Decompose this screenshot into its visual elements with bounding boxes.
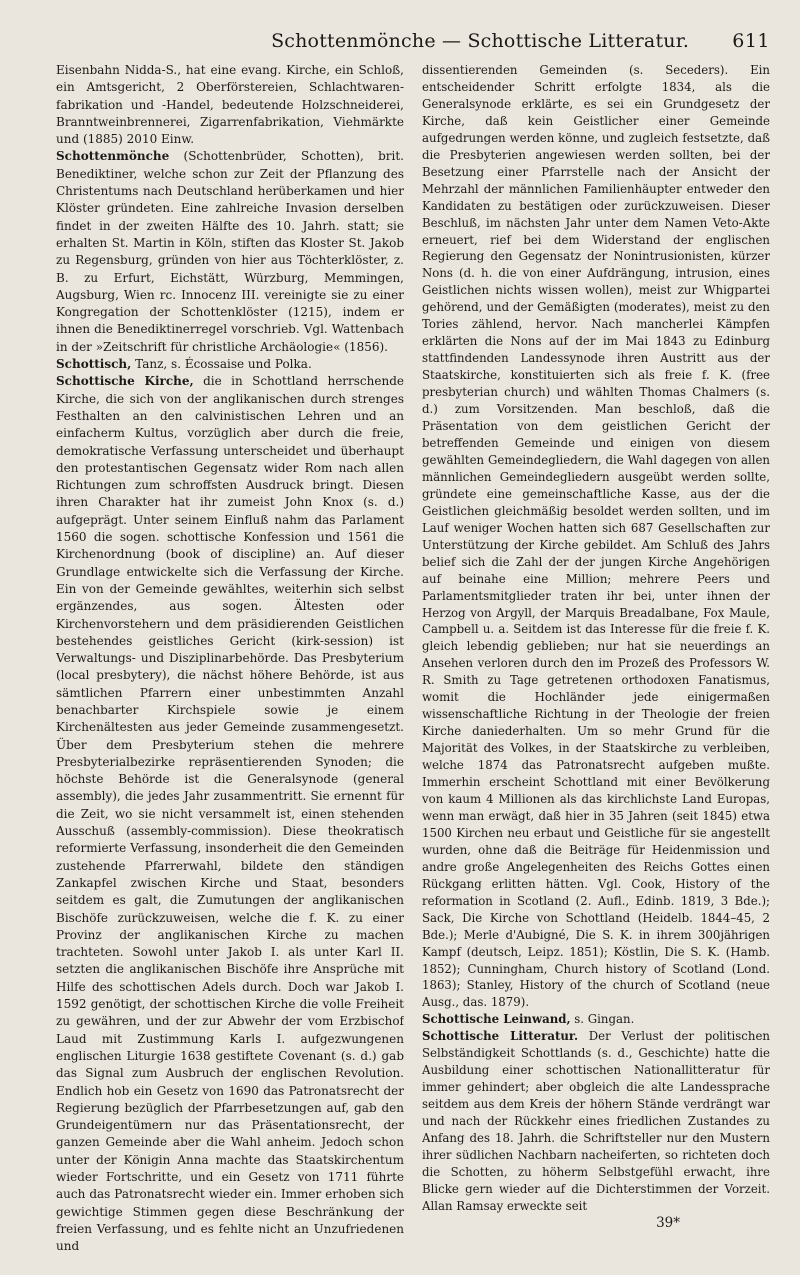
entry-text: s. Gingan.: [570, 1012, 635, 1027]
left-column: [56, 62, 404, 1255]
page-number: 611: [732, 30, 770, 52]
entry-text: Tanz, s. Écossaise und Polka.: [131, 357, 312, 372]
entry-text: Der Verlust der politischen Selbständigkeit Schottlands (s. d., Geschichte) hatte die Ausbildung einer schottischen Nationallitteratur für immer gehindert; aber obgleich die alte Landessprache seitdem aus dem Kreis der höhern Stände verdrängt war und nach der Rückkehr eines friedlichen Zustandes zu Anfang des 18. Jahrh. die Schriftsteller nur den Mustern ihrer südlichen Nachbarn nacheiferten, so richteten doch die Schotten, zu höherm Selbstgefühl erwacht, ihre Blicke gern wieder auf die Dichterstimmen der Vorzeit. Allan Ramsay erweckte seit: [422, 1029, 770, 1213]
entry-headword: Schottisch,: [56, 357, 132, 372]
entry-paragraph: [56, 373, 404, 1255]
right-column: [422, 62, 770, 1255]
entry-text: (Schottenbrüder, Schotten), brit. Benediktiner, welche schon zur Zeit der Pflanzung des Christentums nach Deutschland herüberkamen und hier Klöster gründeten. Eine zahlreiche Invasion derselben findet in der zweiten Hälfte des 10. Jahrh. statt; sie erhalten St. Martin in Köln, stiften das Kloster St. Jakob zu Regensburg, gründen von hier aus Töchterklöster, z. B. zu Erfurt, Eichstätt, Würzburg, Memmingen, Augsburg, Wien rc. Innocenz III. vereinigte sie zu einer Kongregation der Schottenklöster (1215), indem er ihnen die Benediktinerregel vorschrieb. Vgl. Wattenbach in der »Zeitschrift für christliche Archäologie« (1856).: [56, 149, 404, 354]
entry-paragraph: [422, 62, 770, 1011]
entry-text: Eisenbahn Nidda-S., hat eine evang. Kirche, ein Schloß, ein Amtsgericht, 2 Oberförstereien, Schlachtwaren-fabrikation und -Handel, bedeutende Holzschneiderei, Branntweinbrennerei, Zigarrenfabrikation, Viehmärkte und (1885) 2010 Einw.: [56, 63, 404, 147]
running-head: Schottenmönche — Schottische Litteratur.: [271, 30, 690, 52]
entry-headword: Schottische Kirche,: [56, 374, 194, 389]
entry-paragraph: [56, 148, 404, 356]
entry-paragraph: [56, 356, 404, 373]
entry-paragraph: [422, 1028, 770, 1214]
entry-paragraph: [422, 1011, 770, 1028]
signature-mark: 39*: [656, 1214, 680, 1231]
text-columns: [56, 62, 770, 1255]
entry-paragraph: [56, 62, 404, 148]
entry-headword: Schottische Litteratur.: [422, 1029, 579, 1044]
entry-headword: Schottenmönche: [56, 149, 170, 164]
page-header: [56, 30, 770, 54]
entry-text: die in Schottland herrschende Kirche, die sich von der anglikanischen durch strenges Festhalten an den calvinistischen Lehren und an einfacherm Kultus, vorzüglich aber durch die freie, demokratische Verfassung unterscheidet und überhaupt den protestantischen Gegensatz wider Rom nach allen Richtungen zum schroffsten Ausdruck bringt. Diesen ihren Charakter hat ihr zumeist John Knox (s. d.) aufgeprägt. Unter seinem Einfluß nahm das Parlament 1560 die sogen. schottische Konfession und 1561 die Kirchenordnung (book of discipline) an. Auf dieser Grundlage entwickelte sich die Verfassung der Kirche. Ein von der Gemeinde gewähltes, weiterhin sich selbst ergänzendes, aus sogen. Ältesten oder Kirchenvorstehern und dem präsidierenden Geistlichen bestehendes geistliches Gericht (kirk-session) ist Verwaltungs- und Disziplinarbehörde. Das Presbyterium (local presbytery), die nächst höhere Behörde, ist aus sämtlichen Pfarrern einer unbestimmten Anzahl benachbarter Kirchspiele sowie je einem Kirchenältesten aus jeder Gemeinde zusammengesetzt. Über dem Presbyterium stehen die mehrere Presbyterialbezirke repräsentierenden Synoden; die höchste Behörde ist die Generalsynode (general assembly), die jedes Jahr zusammentritt. Sie ernennt für die Zeit, wo sie nicht versammelt ist, einen stehenden Ausschuß (assembly-commission). Diese theokratisch reformierte Verfassung, insonderheit die den Gemeinden zustehende Pfarrerwahl, bildete den ständigen Zankapfel zwischen Kirche und Staat, besonders seitdem es galt, die Zumutungen der anglikanischen Bischöfe zurückzuweisen, welche die f. K. zu einer Provinz der anglikanischen Kirche zu machen trachteten. Sowohl unter Jakob I. als unter Karl II. setzten die anglikanischen Bischöfe ihre Ansprüche mit Hilfe des schottischen Adels durch. Doch war Jakob I. 1592 genötigt, der schottischen Kirche die volle Freiheit zu gewähren, und der zur Abwehr der vom Erzbischof Laud mit Zustimmung Karls I. aufgezwungenen englischen Liturgie 1638 gestiftete Covenant (s. d.) gab das Signal zum Ausbruch der englischen Revolution. Endlich hob ein Gesetz von 1690 das Patronatsrecht der Regierung bezüglich der Pfarrbesetzungen auf, gab den Grundeigentümern nur das Präsentationsrecht, der ganzen Gemeinde aber die Wahl anheim. Jedoch schon unter der Königin Anna machte das Staatskirchentum wieder Fortschritte, und ein Gesetz von 1711 führte auch das Patronatsrecht wieder ein. Immer erhoben sich gewichtige Stimmen gegen diese Beschränkung der freien Verfassung, und es fehlte nicht an Unzufriedenen und: [56, 374, 404, 1254]
entry-headword: Schottische Leinwand,: [422, 1012, 571, 1027]
entry-text: dissentierenden Gemeinden (s. Seceders). Ein entscheidender Schritt erfolgte 1834, als die Generalsynode erklärte, es sei ein Grundgesetz der Kirche, daß kein Geistlicher einer Gemeinde aufgedrungen werden könne, und zugleich festsetzte, daß die Presbyterien angewiesen werden sollten, bei der Besetzung einer Pfarrstelle nach der Ansicht der Mehrzahl der männlichen Familienhäupter entweder den Kandidaten zu bestätigen oder zurückzuweisen. Dieser Beschluß, im nächsten Jahr unter dem Namen Veto-Akte erneuert, rief bei dem Widerstand der englischen Regierung den Gegensatz der Nonintrusionisten, kürzer Nons (d. h. die von einer Aufdrängung, intrusion, eines Geistlichen nichts wissen wollen), meist zur Whigpartei gehörend, und der Gemäßigten (moderates), meist zu den Tories zählend, hervor. Nach mancherlei Kämpfen erklärten die Nons auf der im Mai 1843 zu Edinburg stattfindenden Landessynode ihren Austritt aus der Staatskirche, konstituierten sich als freie f. K. (free presbyterian church) und wählten Thomas Chalmers (s. d.) zum Vorsitzenden. Man beschloß, daß die Präsentation von dem geistlichen Gericht der betreffenden Gemeinde und einigen von diesem gewählten Gemeindegliedern, die Wahl dagegen von allen männlichen Gemeindegliedern ausgeübt werden sollte, gründete eine gemeinschaftliche Kasse, aus der die Geistlichen gleichmäßig besoldet werden sollten, und im Lauf weniger Wochen hatten sich 687 Gesellschaften zur Unterstützung der Kirche gebildet. Am Schluß des Jahrs belief sich die Zahl der der jungen Kirche Angehörigen auf beinahe eine Million; mehrere Peers und Parlamentsmitglieder traten ihr bei, unter ihnen der Herzog von Argyll, der Marquis Breadalbane, Fox Maule, Campbell u. a. Seitdem ist das Interesse für die freie f. K. gleich lebendig geblieben; nur hat sie neuerdings an Ansehen verloren durch den im Prozeß des Professors W. R. Smith zu Tage getretenen orthodoxen Fanatismus, womit die Hochländer jede einigermaßen wissenschaftliche Richtung in der Theologie der freien Kirche daniederhalten. Um so mehr Grund für die Majorität des Volkes, in der Staatskirche zu verbleiben, welche 1874 das Patronatsrecht aufgeben mußte. Immerhin erscheint Schottland mit einer Bevölkerung von kaum 4 Millionen als das kirchlichste Land Europas, wenn man erwägt, daß hier in 35 Jahren (seit 1845) etwa 1500 Kirchen neu erbaut und Geistliche für sie angestellt wurden, ohne daß die Beiträge für Heidenmission und andre große Angelegenheiten des Reichs Gottes einen Rückgang erlitten hätten. Vgl. Cook, History of the reformation in Scotland (2. Aufl., Edinb. 1819, 3 Bde.); Sack, Die Kirche von Schottland (Heidelb. 1844–45, 2 Bde.); Merle d'Aubigné, Die S. K. in ihrem 300jährigen Kampf (deutsch, Leipz. 1851); Köstlin, Die S. K. (Hamb. 1852); Cunningham, Church history of Scotland (Lond. 1863); Stanley, History of the church of Scotland (neue Ausg., das. 1879).: [422, 63, 770, 1010]
